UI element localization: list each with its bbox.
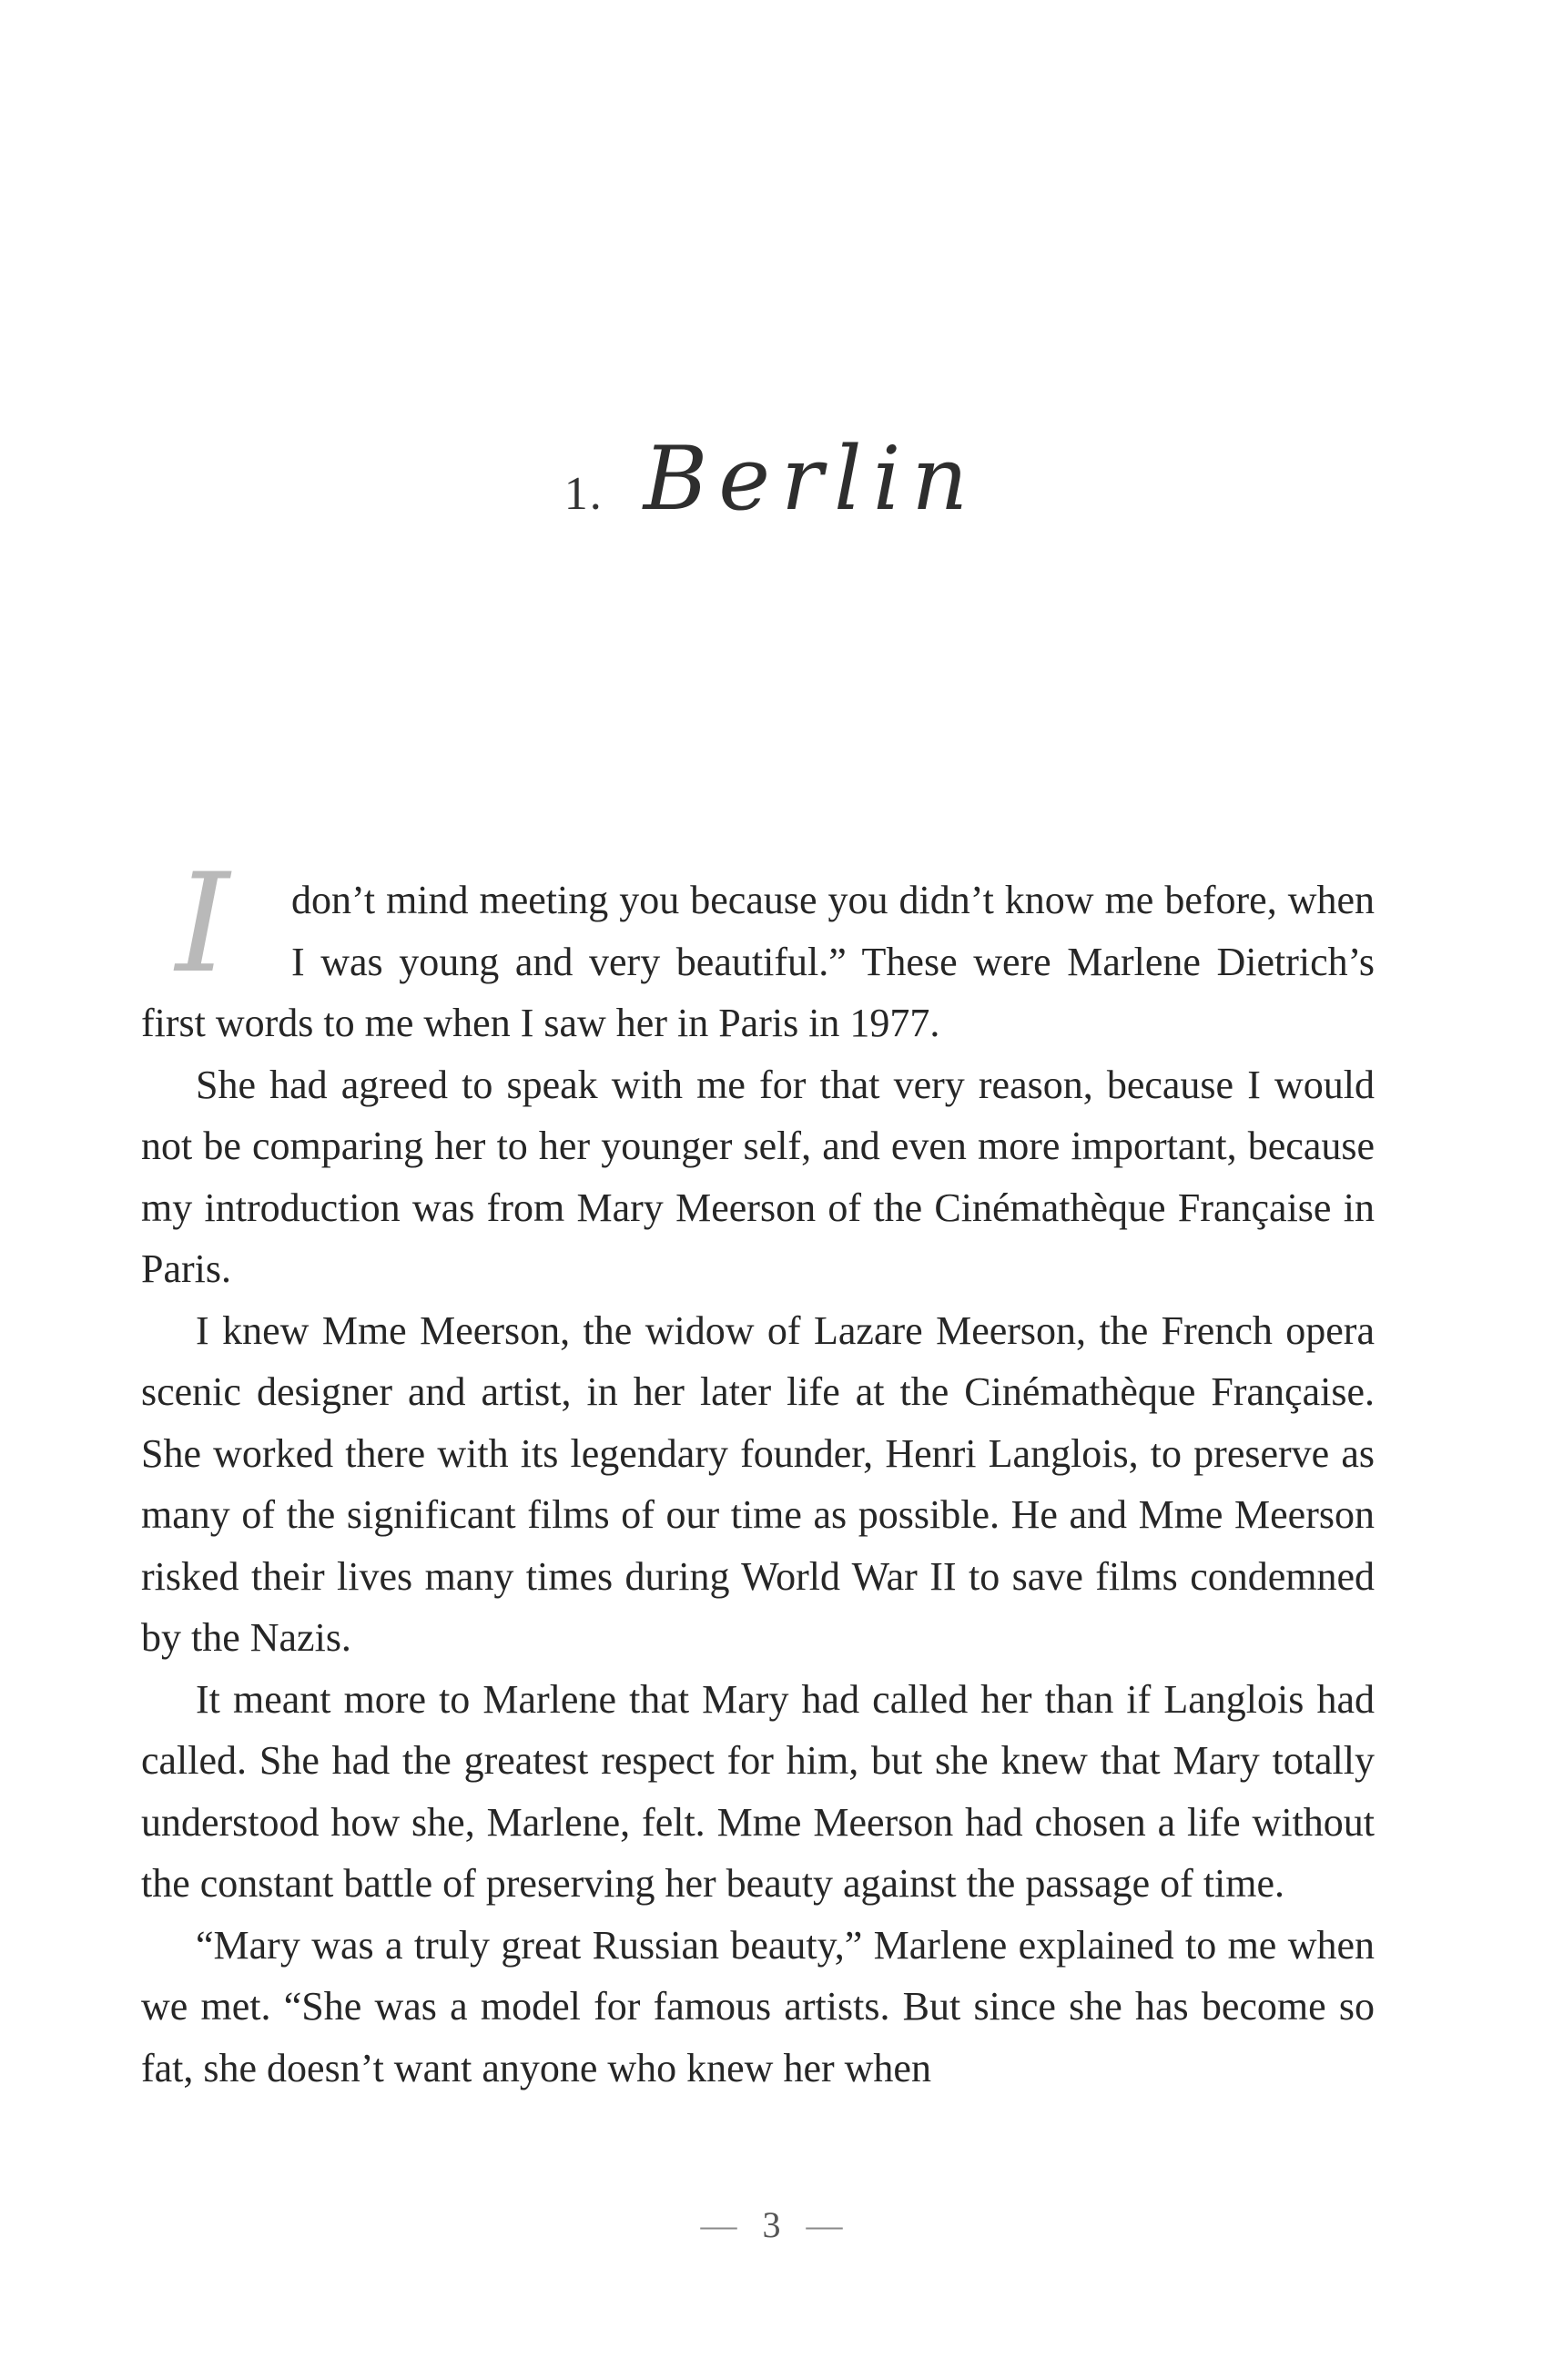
- body-text: [141, 845, 1375, 2099]
- paragraph-2: She had agreed to speak with me for that very reason, because I would not be comparing her to her younger self, and even more important, because my introduction was from Mary Meerson of the Cinémathèque Française in Paris.: [141, 1062, 1375, 1291]
- paragraph-4: It meant more to Marlene that Mary had called her than if Langlois had called. She had the greatest respect for him, but she knew that Mary totally understood how she, Marlene, felt. Mme Meerson had chosen a life without the constant battle of preserving her beauty against the passage of time.: [141, 1676, 1375, 1906]
- chapter-number: 1.: [563, 468, 604, 520]
- paragraph-1-text: don’t mind meeting you because you didn’t know me before, when I was young and very beautiful.” These were Marlene Dietrich’s first words to me when I saw her in Paris in 1977.: [141, 878, 1375, 1045]
- chapter-heading: [0, 428, 1543, 530]
- folio-dash-right: —: [806, 2204, 843, 2245]
- drop-cap: I: [175, 845, 230, 1003]
- paragraph-1: [141, 845, 1375, 1054]
- page-number: 3: [762, 2204, 781, 2245]
- chapter-title: Berlin: [643, 428, 980, 530]
- folio-dash-left: —: [700, 2204, 737, 2245]
- paragraph-5: “Mary was a truly great Russian beauty,” Marlene explained to me when we met. “She was a model for famous artists. But since she has become so fat, she doesn’t want anyone who knew her when: [141, 1922, 1375, 2090]
- page-footer: [0, 2203, 1543, 2246]
- paragraph-3: I knew Mme Meerson, the widow of Lazare Meerson, the French opera scenic designer and artist, in her later life at the Cinémathèque Française. She worked there with its legendary founder, Henri Langlois, to preserve as many of the significant films of our time as possible. He and Mme Meerson risked their lives many times during World War II to save films condemned by the Nazis.: [141, 1307, 1375, 1660]
